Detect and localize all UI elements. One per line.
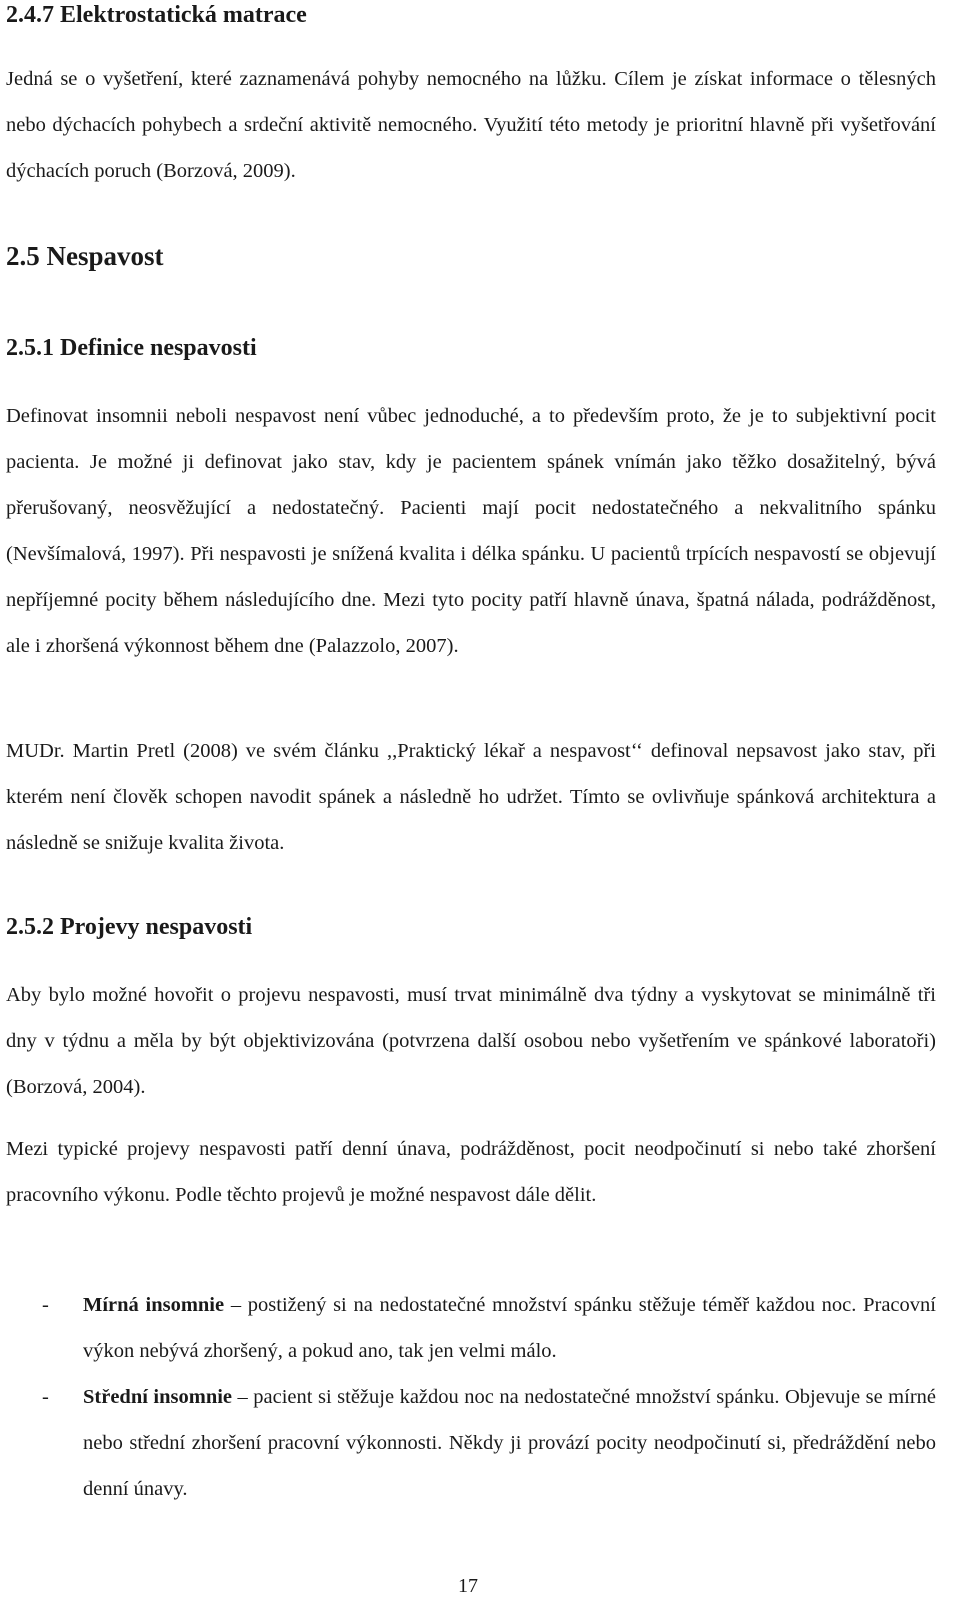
list-item-term: Mírná insomnie bbox=[83, 1294, 225, 1316]
list-item-moderate-insomnia bbox=[6, 1374, 936, 1512]
paragraph-definice-2: MUDr. Martin Pretl (2008) ve svém článku ,,Praktický lékař a nespavost‘‘ definoval nepsavost jako stav, při kterém není člověk schopen navodit spánek a následně ho udržet. Tímto se ovlivňuje spánková architektura a následně se snižuje kvalita života. bbox=[6, 740, 936, 854]
section-heading-2-5-1: 2.5.1 Definice nespavosti bbox=[6, 335, 257, 361]
paragraph-projevy-2: Mezi typické projevy nespavosti patří denní únava, podrážděnost, pocit neodpočinutí si nebo také zhoršení pracovního výkonu. Podle těchto projevů je možné nespavost dále dělit. bbox=[6, 1138, 936, 1206]
section-heading-2-5: 2.5 Nespavost bbox=[6, 241, 164, 271]
paragraph-projevy-1: Aby bylo možné hovořit o projevu nespavosti, musí trvat minimálně dva týdny a vyskytovat se minimálně tři dny v týdnu a měla by být objektivizována (potvrzena další osobou nebo vyšetřením ve spánkové laboratoři) (Borzová, 2004). bbox=[6, 984, 936, 1098]
paragraph-elektrostaticka-matrace: Jedná se o vyšetření, které zaznamenává pohyby nemocného na lůžku. Cílem je získat informace o tělesných nebo dýchacích pohybech a srdeční aktivitě nemocného. Využití této metody je prioritní hlavně při vyšetřování dýchacích poruch (Borzová, 2009). bbox=[6, 68, 936, 182]
list-item-text: – pacient si stěžuje každou noc na nedostatečné množství spánku. Objevuje se mírné nebo střední zhoršení pracovní výkonnosti. Někdy ji provází pocity neodpočinutí si, předráždění nebo denní únavy. bbox=[83, 1386, 936, 1500]
list-dash: - bbox=[42, 1386, 49, 1408]
section-heading-2-5-2: 2.5.2 Projevy nespavosti bbox=[6, 914, 253, 940]
list-item-mild-insomnia bbox=[6, 1282, 936, 1374]
list-item-text: – postižený si na nedostatečné množství spánku stěžuje téměř každou noc. Pracovní výkon nebývá zhoršený, a pokud ano, tak jen velmi málo. bbox=[83, 1294, 936, 1362]
list-item-term: Střední insomnie bbox=[83, 1386, 233, 1408]
paragraph-definice-1: Definovat insomnii neboli nespavost není vůbec jednoduché, a to především proto, že je to subjektivní pocit pacienta. Je možné ji definovat jako stav, kdy je pacientem spánek vnímán jako těžko dosažitelný, bývá přerušovaný, neosvěžující a nedostatečný. Pacienti mají pocit nedostatečného a nekvalitního spánku (Nevšímalová, 1997). Při nespavosti je snížená kvalita i délka spánku. U pacientů trpících nespavostí se objevují nepříjemné pocity během následujícího dne. Mezi tyto pocity patří hlavně únava, špatná nálada, podrážděnost, ale i zhoršená výkonnost během dne (Palazzolo, 2007). bbox=[6, 405, 936, 657]
insomnia-types-list bbox=[6, 1282, 936, 1512]
page-number: 17 bbox=[458, 1575, 478, 1597]
section-heading-2-4-7: 2.4.7 Elektrostatická matrace bbox=[6, 2, 307, 28]
list-dash: - bbox=[42, 1294, 49, 1316]
